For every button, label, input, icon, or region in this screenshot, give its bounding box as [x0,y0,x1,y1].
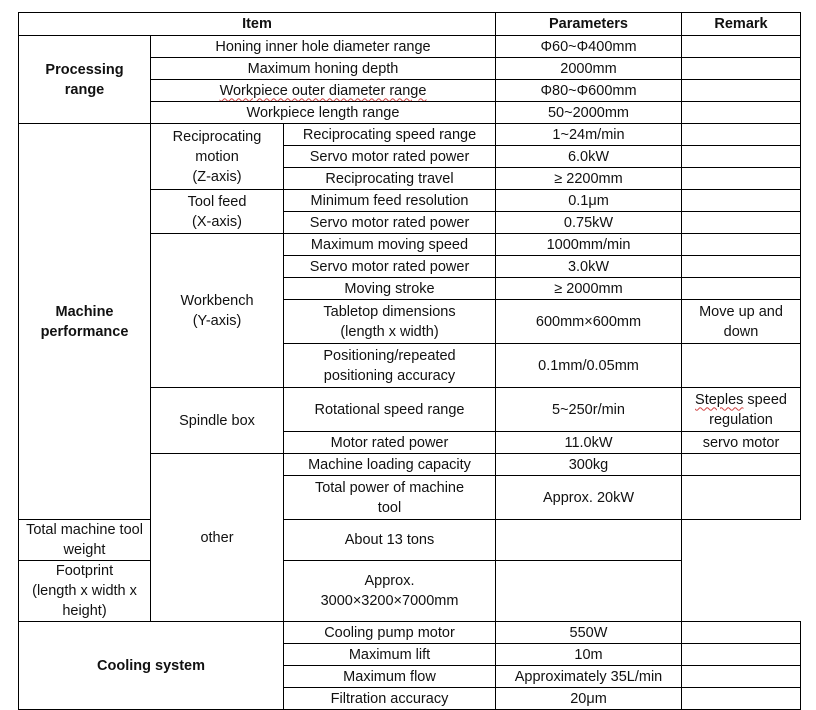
subsection-reciprocating-motion: Reciprocating motion (Z-axis) [151,124,284,190]
item-cell: Reciprocating travel [284,168,496,190]
table-row [19,124,801,146]
remark-cell [496,561,682,622]
value-cell: 10m [496,644,682,666]
remark-cell [682,146,801,168]
item-cell: Servo motor rated power [284,256,496,278]
remark-cell [682,278,801,300]
item-cell: Workpiece length range [151,102,496,124]
section-machine-performance: Machine performance [19,124,151,520]
remark-cell [682,168,801,190]
section-cooling-system: Cooling system [19,622,284,710]
header-row [19,13,801,36]
item-cell: Reciprocating speed range [284,124,496,146]
item-cell: Minimum feed resolution [284,190,496,212]
item-cell: Total machine tool weight [19,520,151,561]
value-cell: 300kg [496,454,682,476]
remark-cell [682,58,801,80]
remark-cell [682,234,801,256]
table-row [19,36,801,58]
remark-cell [682,454,801,476]
remark-cell [682,688,801,710]
table-row [19,622,801,644]
item-cell: Motor rated power [284,432,496,454]
remark-cell: Move up and down [682,300,801,344]
item-cell: Positioning/repeated positioning accuracy [284,344,496,388]
value-cell: 0.1μm [496,190,682,212]
value-cell: 50~2000mm [496,102,682,124]
remark-cell: servo motor [682,432,801,454]
value-cell: Approx. 20kW [496,476,682,520]
value-cell: 0.1mm/0.05mm [496,344,682,388]
value-cell: 2000mm [496,58,682,80]
item-cell: Servo motor rated power [284,212,496,234]
remark-cell [682,190,801,212]
value-cell: About 13 tons [284,520,496,561]
remark-cell [682,256,801,278]
item-cell: Maximum lift [284,644,496,666]
remark-cell [682,344,801,388]
table-row [19,520,801,561]
item-cell: Maximum honing depth [151,58,496,80]
value-cell: 0.75kW [496,212,682,234]
table-row [19,561,801,622]
item-cell: Tabletop dimensions (length x width) [284,300,496,344]
item-cell: Total power of machine tool [284,476,496,520]
subsection-workbench: Workbench (Y-axis) [151,234,284,388]
value-cell: 1000mm/min [496,234,682,256]
item-cell: Maximum moving speed [284,234,496,256]
remark-cell [682,80,801,102]
value-cell: 20μm [496,688,682,710]
item-cell: Machine loading capacity [284,454,496,476]
item-cell: Cooling pump motor [284,622,496,644]
item-cell: Maximum flow [284,666,496,688]
value-cell: 600mm×600mm [496,300,682,344]
value-cell: Φ80~Φ600mm [496,80,682,102]
remark-cell [496,520,682,561]
value-cell: Approximately 35L/min [496,666,682,688]
item-cell: Honing inner hole diameter range [151,36,496,58]
header-remark: Remark [682,13,801,36]
section-processing-range: Processing range [19,36,151,124]
item-cell: Moving stroke [284,278,496,300]
value-cell: Approx. 3000×3200×7000mm [284,561,496,622]
header-parameters: Parameters [496,13,682,36]
header-item: Item [19,13,496,36]
item-cell: Workpiece outer diameter range [151,80,496,102]
value-cell: 1~24m/min [496,124,682,146]
value-cell: 5~250r/min [496,388,682,432]
value-cell: ≥ 2000mm [496,278,682,300]
item-cell: Filtration accuracy [284,688,496,710]
value-cell: ≥ 2200mm [496,168,682,190]
remark-cell [682,212,801,234]
item-cell: Rotational speed range [284,388,496,432]
remark-misspelled-word: Steples [695,391,744,408]
value-cell: Φ60~Φ400mm [496,36,682,58]
value-cell: 3.0kW [496,256,682,278]
remark-cell [682,388,801,432]
remark-cell [682,476,801,520]
item-cell: Footprint (length x width x height) [19,561,151,622]
remark-cell [682,102,801,124]
value-cell: 11.0kW [496,432,682,454]
remark-rest: speed regulation [709,391,787,428]
remark-cell [682,666,801,688]
remark-cell [682,124,801,146]
subsection-tool-feed: Tool feed (X-axis) [151,190,284,234]
value-cell: 550W [496,622,682,644]
remark-cell [682,622,801,644]
remark-cell [682,36,801,58]
subsection-spindle-box: Spindle box [151,388,284,454]
spec-table [18,12,801,710]
remark-cell [682,644,801,666]
item-cell: Servo motor rated power [284,146,496,168]
subsection-other: other [151,454,284,622]
value-cell: 6.0kW [496,146,682,168]
